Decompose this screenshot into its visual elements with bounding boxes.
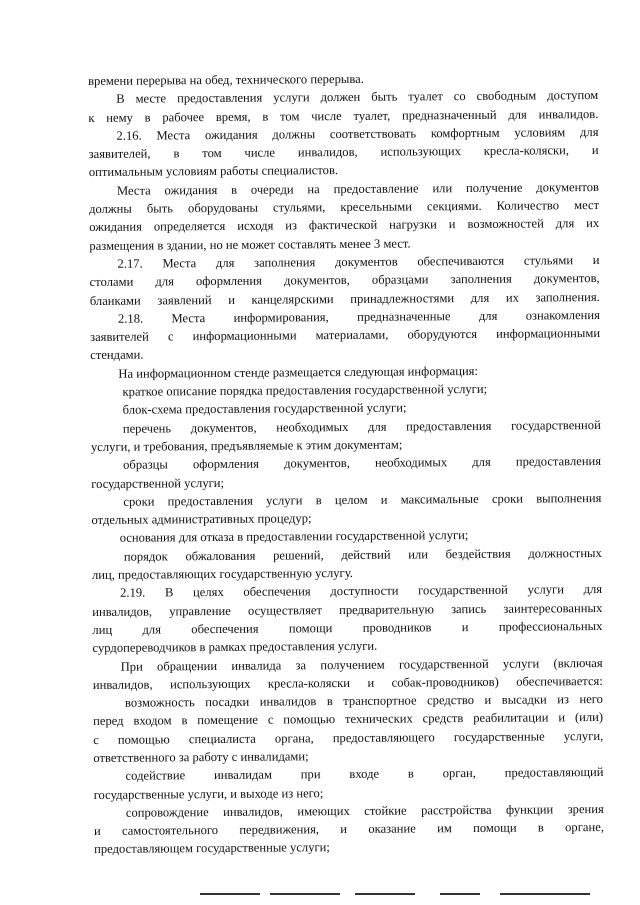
text-line: 2.17. Места для заполнения документов обеспечиваются стульями и <box>117 252 600 271</box>
text-line: ожидания определяется исходя из фактической нагрузки и возможностей для их <box>89 216 600 235</box>
text-line: перед входом в помещение с помощью технических средств реабилитации и (или) <box>93 710 604 729</box>
text-line: инвалидов, управление осуществляет предварительную запись заинтересованных <box>92 600 603 619</box>
text-line: содействие инвалидам при входе в орган, предоставляющий <box>125 765 604 784</box>
text-line: возможность посадки инвалидов в транспортное средство и высадки из него <box>124 692 603 710</box>
text-line: 2.18. Места информирования, предназначенные для ознакомления <box>117 307 600 326</box>
text-line: 2.19. В целях обеспечения доступности государственной услуги для <box>120 582 603 601</box>
scan-artifact <box>170 893 610 897</box>
text-line: заявителей, в том числе инвалидов, использующих кресла-коляски, и <box>88 143 599 162</box>
text-line: бланками заявлений и канцелярскими принадлежностями для их заполнения. <box>89 289 600 308</box>
text-line: инвалидов, использующих кресла-коляски и собак-проводников) обеспечивается: <box>92 673 603 692</box>
text-line: услуги, и требования, предъявляемые к этим документам; <box>90 437 403 454</box>
text-line: к нему в рабочее время, в том числе туалет, предназначенный для инвалидов. <box>88 106 599 125</box>
text-line: стендами. <box>90 348 144 363</box>
text-line: предоставляющем государственные услуги; <box>94 840 330 857</box>
text-line: На информационном стенде размещается следующая информация: <box>118 363 479 381</box>
text-line: лиц для обеспечения помощи проводников и профессиональных <box>92 618 603 637</box>
text-line: лиц, предоставляющих государственную услугу. <box>91 565 353 582</box>
text-line: размещения в здании, но не может составлять менее 3 мест. <box>89 236 411 253</box>
text-line: сроки предоставления услуги в целом и максимальные сроки выполнения <box>123 490 602 509</box>
text-line: столами для оформления документов, образцами заполнения документов, <box>89 271 600 290</box>
text-line: и самостоятельного передвижения, и оказание им помощи в органе, <box>93 820 605 839</box>
text-line: При обращении инвалида за получением государственной услуги (включая <box>120 655 603 674</box>
text-line: оптимальным условиям работы специалистов. <box>88 163 339 180</box>
text-line: времени перерыва на обед, технического перерыва. <box>88 71 364 88</box>
document-page <box>88 68 604 859</box>
text-line: образцы оформления документов, необходимых для предоставления <box>123 454 602 472</box>
text-line: сурдопереводчиков в рамках предоставления услуги. <box>92 638 378 656</box>
text-line: ответственного за работу с инвалидами; <box>93 749 309 765</box>
text-line: сопровождение инвалидов, имеющих стойкие расстройства функции зрения <box>125 801 604 820</box>
text-line: государственной услуги; <box>91 475 225 491</box>
text-line: 2.16. Места ожидания должны соответствовать комфортным условиям для <box>116 124 599 143</box>
text-line: Места ожидания в очереди на предоставление или получение документов <box>116 179 599 198</box>
text-line: краткое описание порядка предоставления государственной услуги; <box>122 381 488 399</box>
text-line: с помощью специалиста органа, предоставляющего государственные услуги, <box>93 728 604 747</box>
text-line: должны быть оборудованы стульями, кресельными секциями. Количество мест <box>89 198 600 217</box>
text-line: перечень документов, необходимых для предоставления государственной <box>122 417 601 436</box>
text-line: порядок обжалования решений, действий или бездействия должностных <box>123 545 602 564</box>
text-line: заявителей с информационными материалами, оборудуются информационными <box>90 326 601 345</box>
text-line: основания для отказа в предоставлении государственной услуги; <box>119 528 469 546</box>
text-line: отдельных административных процедур; <box>91 511 312 528</box>
text-line: В месте предоставления услуги должен быть туалет со свободным доступом <box>116 88 599 107</box>
text-line: государственные услуги, и выходе из него; <box>93 785 324 802</box>
text-line: блок-схема предоставления государственной услуги; <box>122 400 407 418</box>
